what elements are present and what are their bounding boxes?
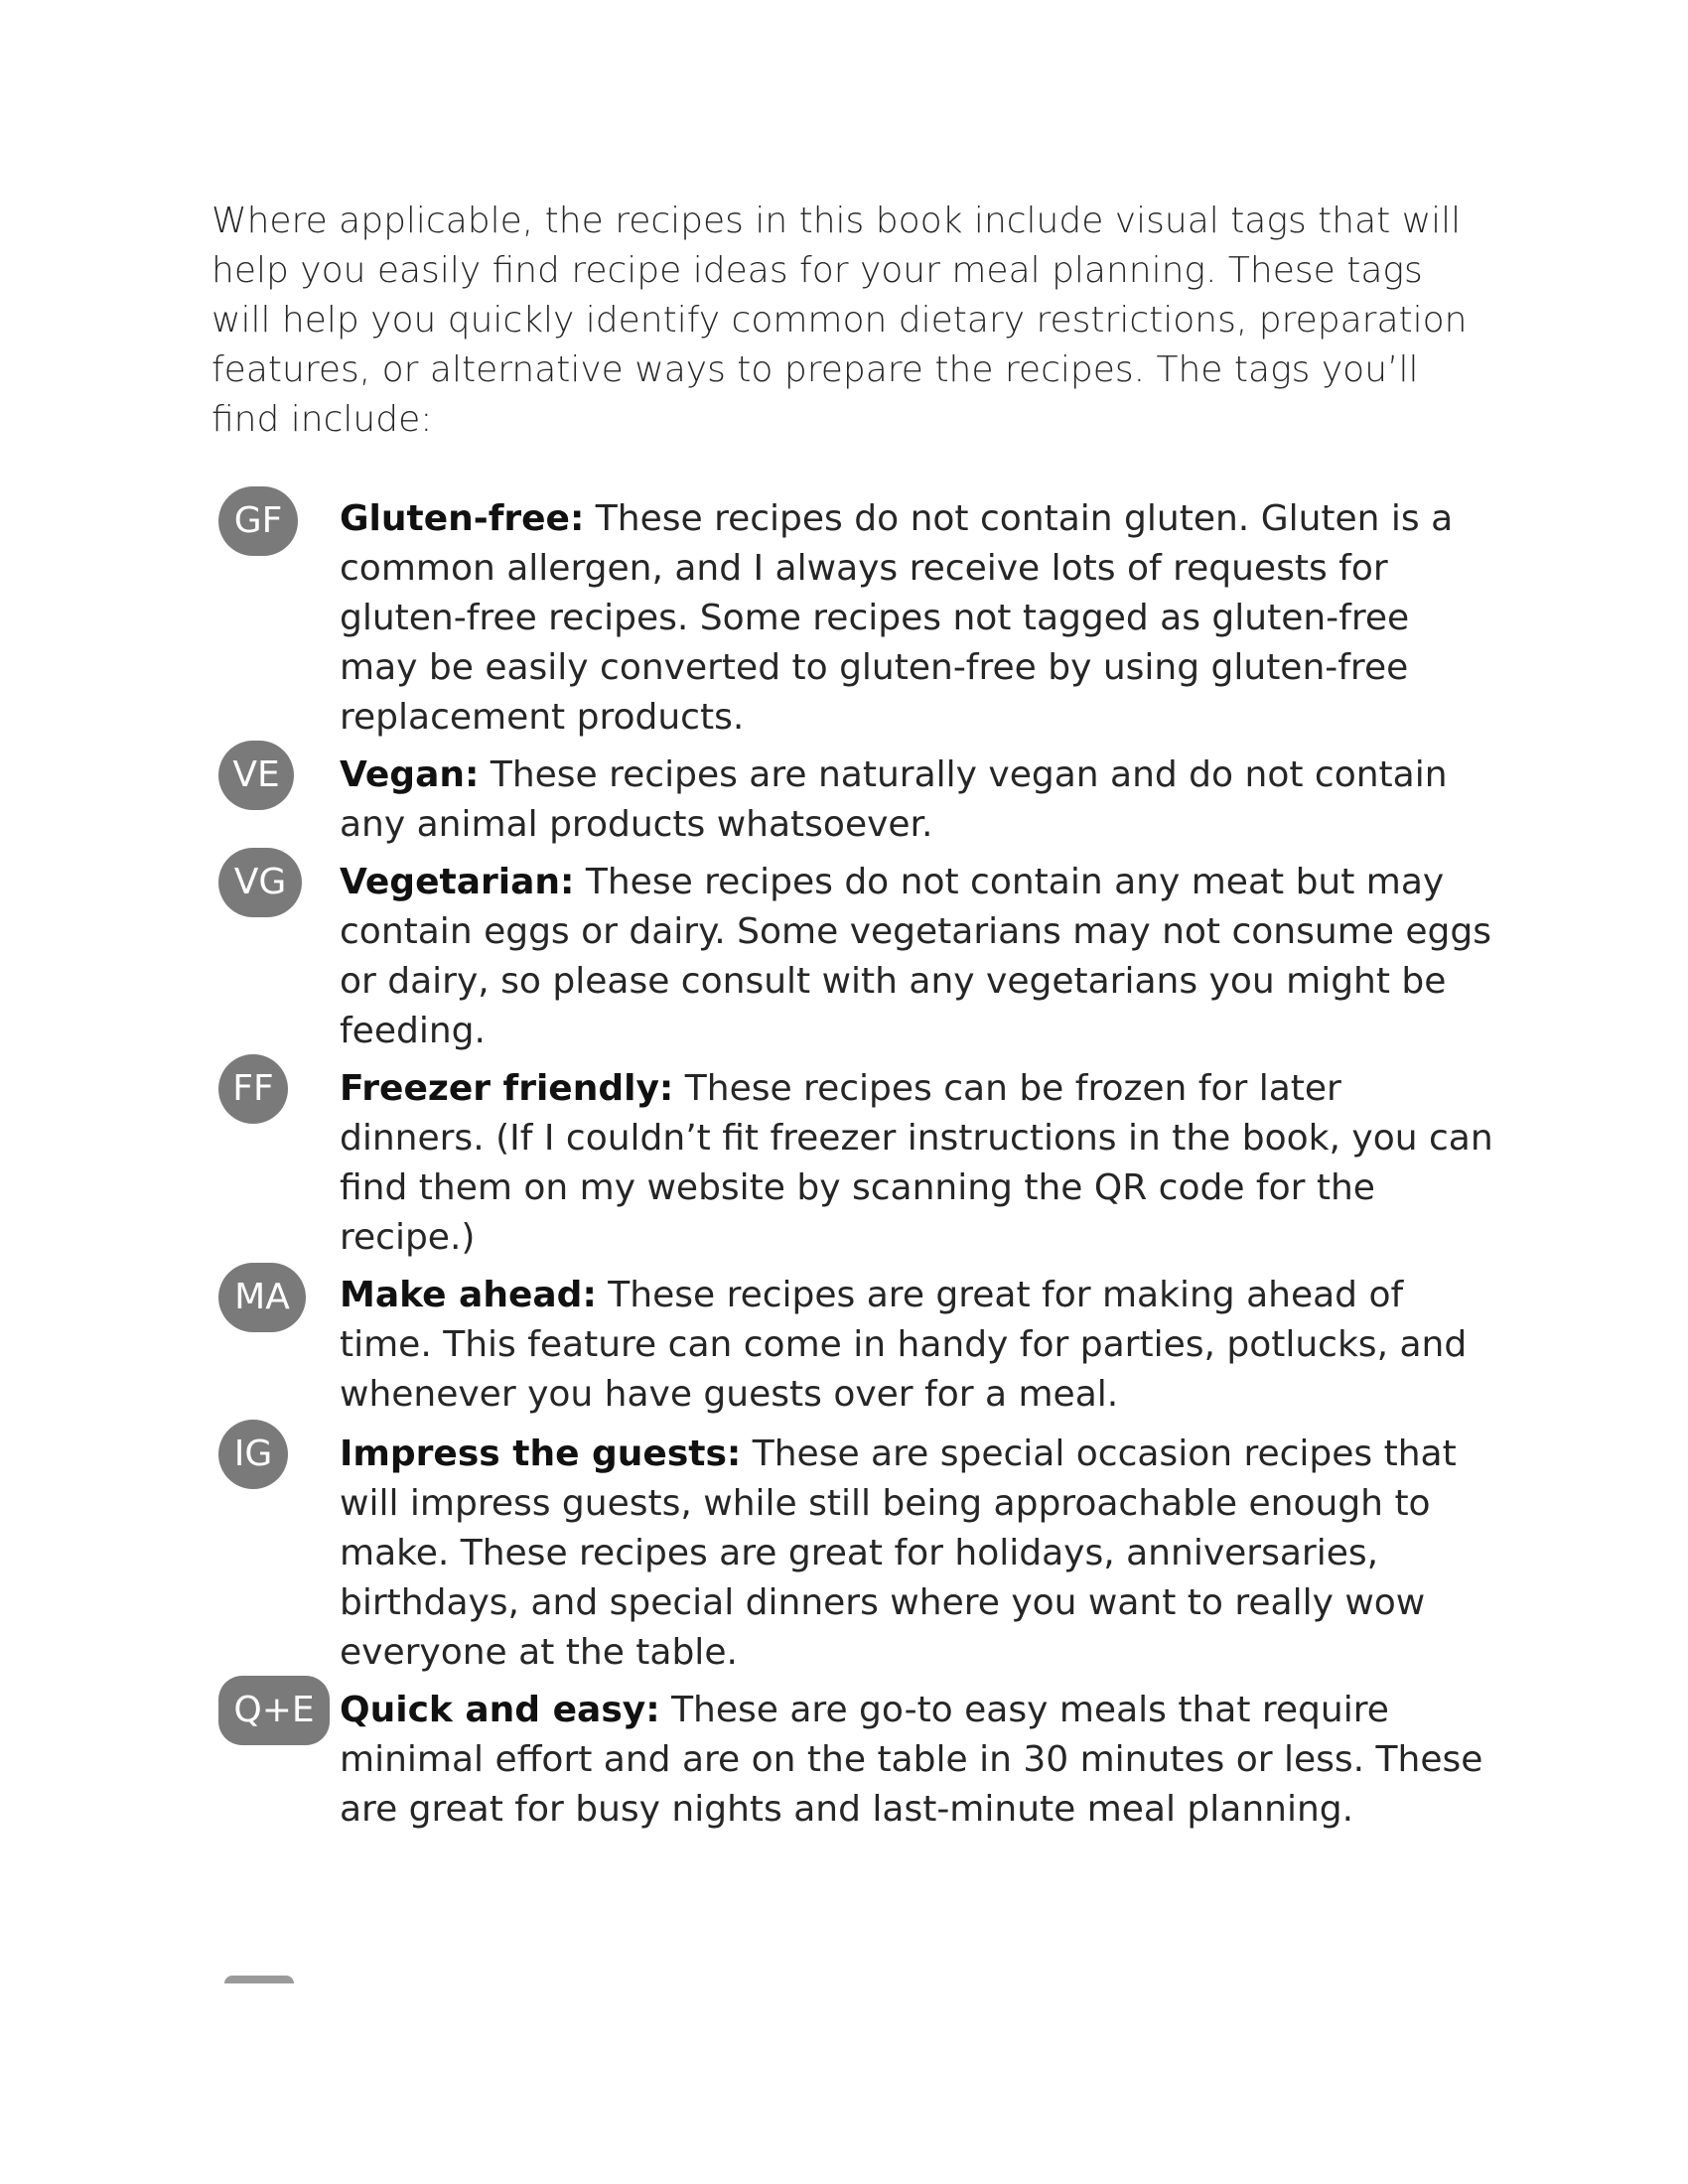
tag-description [340, 1064, 1496, 1263]
tag-text: These are go-to easy meals that require minimal effort and are on the table in 30 minutes or less. These are great for busy nights and last-minute meal planning. [340, 1690, 1483, 1830]
tag-term: Vegetarian: [340, 862, 575, 902]
tag-text: These are special occasion recipes that will impress guests, while still being approachable enough to make. These recipes are great for holidays, anniversaries, birthdays, and special dinners where you want to really wow everyone at the table. [340, 1433, 1457, 1673]
tag-description [340, 1430, 1496, 1678]
tag-text: These recipes are great for making ahead of time. This feature can come in handy for parties, potlucks, and whenever you have guests over for a meal. [340, 1275, 1468, 1415]
make-ahead-badge-icon: MA [218, 1263, 306, 1332]
tag-term: Freezer friendly: [340, 1068, 674, 1109]
tag-term: Make ahead: [340, 1275, 597, 1315]
tag-description [340, 494, 1496, 743]
partial-badge-icon [224, 1976, 294, 1983]
tag-description [340, 1686, 1496, 1835]
tag-term: Impress the guests: [340, 1433, 742, 1474]
tag-term: Quick and easy: [340, 1690, 660, 1730]
tag-text: These recipes do not contain any meat but may contain eggs or dairy. Some vegetarians may not consume eggs or dairy, so please consult with any vegetarians you might be feeding. [340, 862, 1491, 1051]
quick-and-easy-badge-icon: Q+E [218, 1676, 330, 1745]
intro-paragraph: Where applicable, the recipes in this book include visual tags that will help you easily find recipe ideas for your meal planning. These tags will help you quickly identify common dietary restrictions, preparation features, or alternative ways to prepare the recipes. The tags you’ll find include: [211, 201, 1468, 440]
vegan-badge-icon: VE [218, 741, 294, 810]
tag-text: These recipes can be frozen for later dinners. (If I couldn’t fit freezer instructions in the book, you can find them on my website by scanning the QR code for the recipe.) [340, 1068, 1493, 1258]
tag-term: Gluten-free: [340, 498, 585, 539]
tag-description [340, 858, 1496, 1056]
vegetarian-badge-icon: VG [218, 848, 302, 917]
tag-description [340, 1271, 1496, 1420]
tag-term: Vegan: [340, 754, 480, 795]
impress-the-guests-badge-icon: IG [218, 1420, 288, 1489]
gluten-free-badge-icon: GF [218, 486, 298, 556]
tag-description [340, 751, 1496, 850]
tag-text: These recipes are naturally vegan and do not contain any animal products whatsoever. [340, 754, 1448, 845]
freezer-friendly-badge-icon: FF [218, 1054, 288, 1124]
tag-text: These recipes do not contain gluten. Gluten is a common allergen, and I always receive lots of requests for gluten-free recipes. Some recipes not tagged as gluten-free may be easily converted to gluten-free by using gluten-free replacement products. [340, 498, 1454, 738]
